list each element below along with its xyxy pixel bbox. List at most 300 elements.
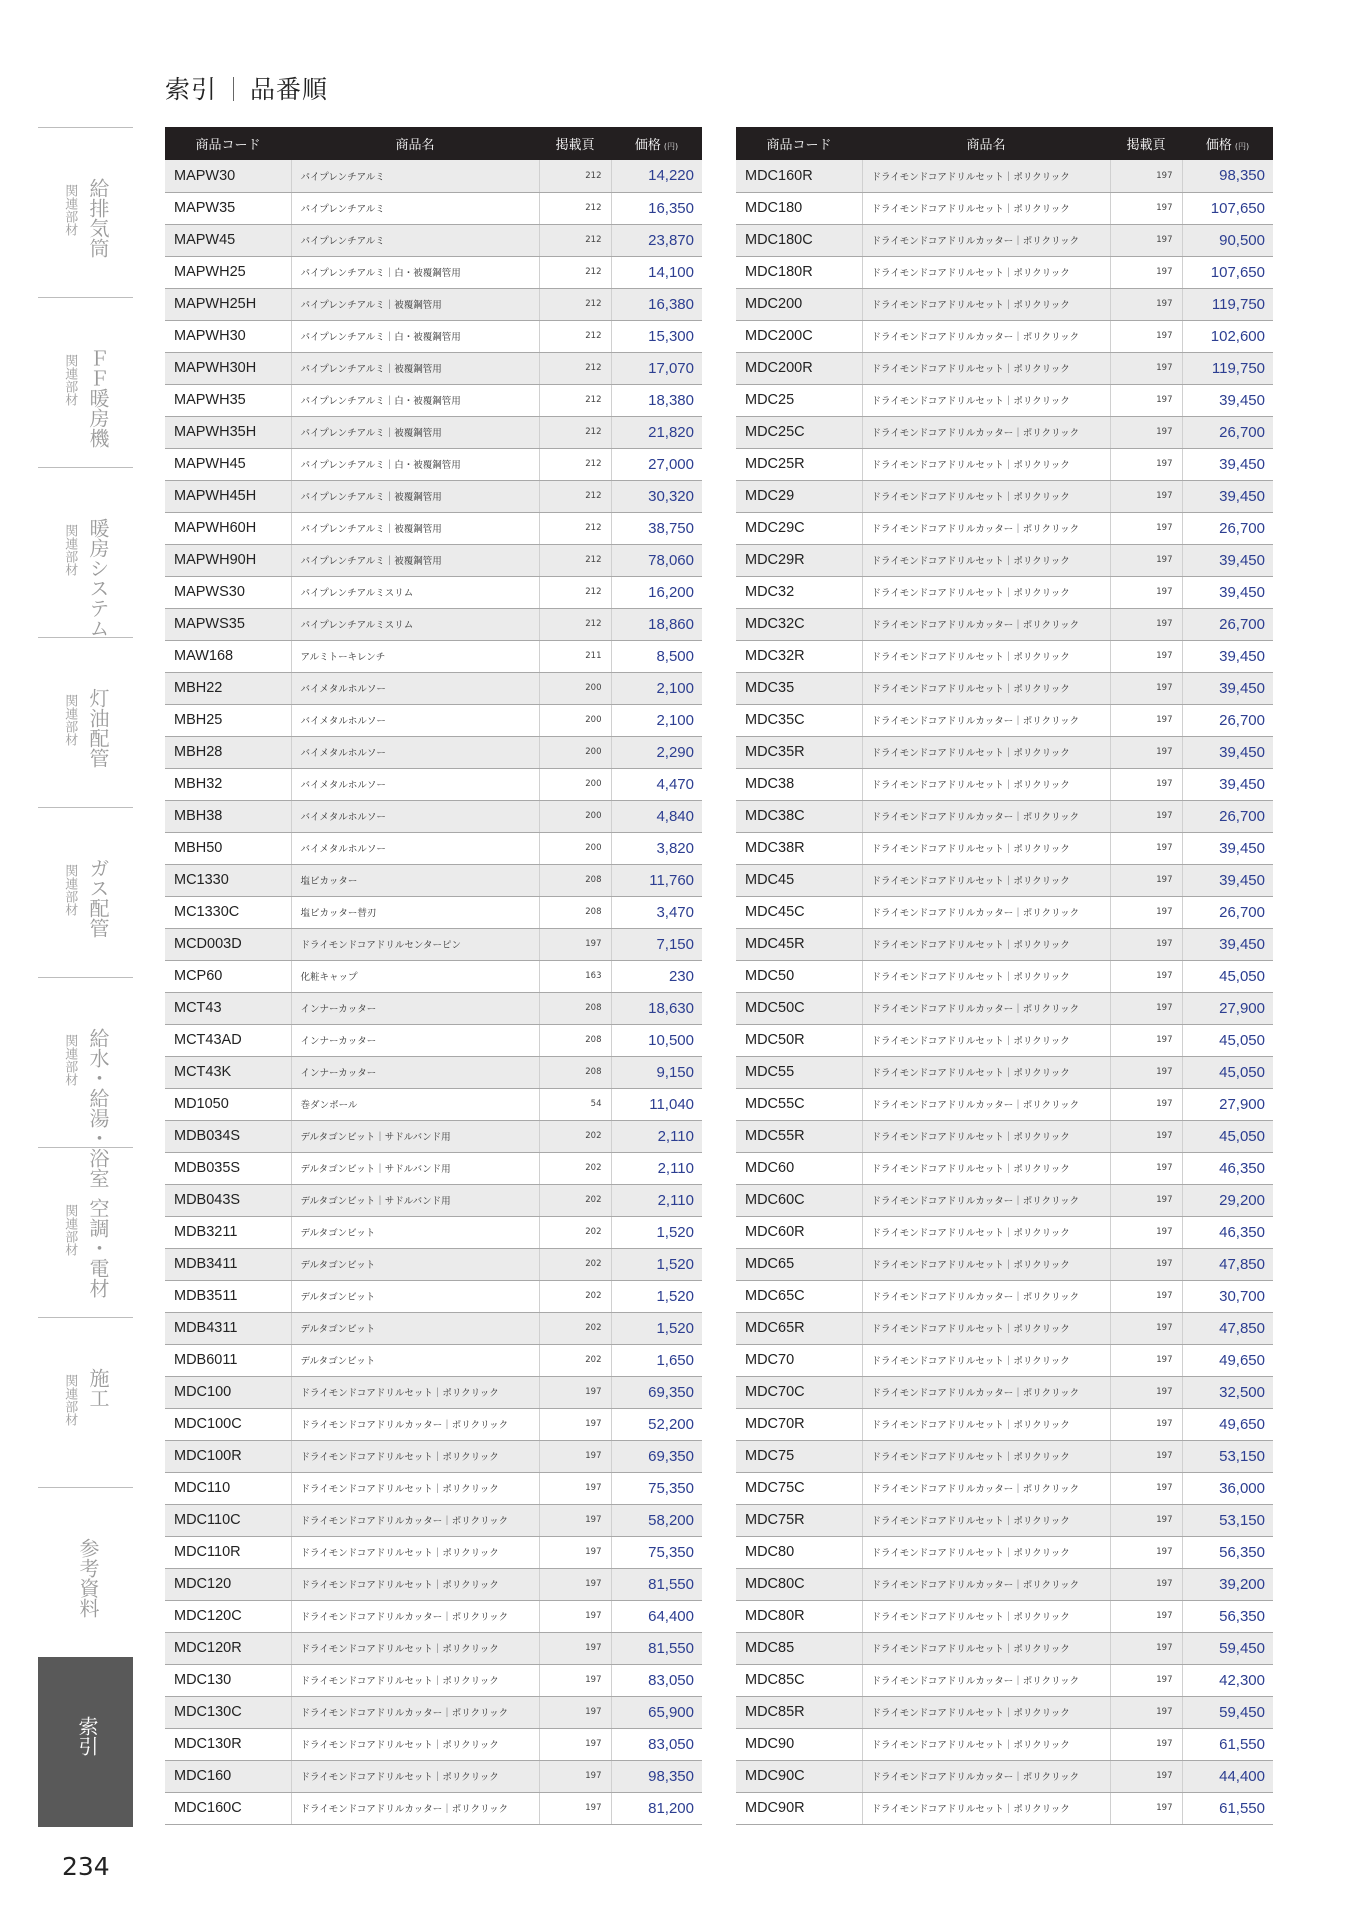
page-ref: 197 (539, 1728, 611, 1760)
table-row (165, 1760, 702, 1792)
product-code: MDC100 (165, 1376, 291, 1408)
product-code: MAPWH60H (165, 512, 291, 544)
product-code: MDC120C (165, 1600, 291, 1632)
page-ref: 200 (539, 800, 611, 832)
product-name: ドライモンドコアドリルセット｜ポリクリック (862, 448, 1110, 480)
page-ref: 197 (1110, 320, 1182, 352)
product-name: ドライモンドコアドリルカッター｜ポリクリック (862, 1568, 1110, 1600)
page-ref: 197 (1110, 1760, 1182, 1792)
product-name: デルタゴンビット｜サドルバンド用 (291, 1120, 539, 1152)
product-name: パイプレンチアルミ｜被覆鋼管用 (291, 352, 539, 384)
page-ref: 197 (1110, 864, 1182, 896)
page-ref: 212 (539, 256, 611, 288)
price: 56,350 (1182, 1600, 1273, 1632)
page-ref: 202 (539, 1120, 611, 1152)
product-code: MDC85C (736, 1664, 862, 1696)
product-code: MDC200C (736, 320, 862, 352)
price: 17,070 (611, 352, 702, 384)
page-ref: 212 (539, 384, 611, 416)
price: 83,050 (611, 1728, 702, 1760)
product-name: パイプレンチアルミ｜白・被覆鋼管用 (291, 320, 539, 352)
page-ref: 197 (1110, 288, 1182, 320)
product-code: MAPWH30H (165, 352, 291, 384)
price: 81,550 (611, 1568, 702, 1600)
product-name: インナーカッター (291, 992, 539, 1024)
page-ref: 197 (539, 1568, 611, 1600)
table-row (736, 384, 1273, 416)
page-ref: 197 (1110, 768, 1182, 800)
product-code: MAPWH35H (165, 416, 291, 448)
price: 2,110 (611, 1120, 702, 1152)
sidebar-section[interactable] (38, 1147, 133, 1317)
page-ref: 197 (1110, 928, 1182, 960)
price: 61,550 (1182, 1728, 1273, 1760)
product-name: バイメタルホルソー (291, 832, 539, 864)
table-row (736, 1216, 1273, 1248)
product-code: MDC32 (736, 576, 862, 608)
product-code: MDC50C (736, 992, 862, 1024)
page-ref: 208 (539, 1056, 611, 1088)
price: 98,350 (611, 1760, 702, 1792)
price: 52,200 (611, 1408, 702, 1440)
product-name: ドライモンドコアドリルセット｜ポリクリック (862, 1440, 1110, 1472)
product-name: ドライモンドコアドリルセット｜ポリクリック (862, 864, 1110, 896)
table-row (736, 704, 1273, 736)
table-row (165, 1120, 702, 1152)
table-row (736, 960, 1273, 992)
price: 36,000 (1182, 1472, 1273, 1504)
product-code: MDC60R (736, 1216, 862, 1248)
page-ref: 197 (1110, 1440, 1182, 1472)
price: 26,700 (1182, 896, 1273, 928)
price: 15,300 (611, 320, 702, 352)
product-code: MAPWH45 (165, 448, 291, 480)
sidebar-section[interactable] (38, 1487, 133, 1657)
table-row (165, 192, 702, 224)
product-name: ドライモンドコアドリルカッター｜ポリクリック (862, 1472, 1110, 1504)
product-name: ドライモンドコアドリルセット｜ポリクリック (862, 160, 1110, 192)
header-price (611, 127, 702, 160)
price: 26,700 (1182, 800, 1273, 832)
product-code: MDC90R (736, 1792, 862, 1824)
table-row (165, 704, 702, 736)
table-row (736, 800, 1273, 832)
page-title-main: 索引 (165, 75, 218, 104)
product-name: インナーカッター (291, 1024, 539, 1056)
price: 69,350 (611, 1376, 702, 1408)
table-row (165, 768, 702, 800)
table-row (165, 448, 702, 480)
page-ref: 197 (1110, 1664, 1182, 1696)
product-code: MCP60 (165, 960, 291, 992)
table-row (736, 1760, 1273, 1792)
product-code: MDC180R (736, 256, 862, 288)
page-ref: 197 (1110, 1472, 1182, 1504)
price: 39,450 (1182, 480, 1273, 512)
price: 119,750 (1182, 288, 1273, 320)
product-code: MDC32R (736, 640, 862, 672)
price: 16,200 (611, 576, 702, 608)
price: 44,400 (1182, 1760, 1273, 1792)
product-code: MDC50R (736, 1024, 862, 1056)
page-ref: 197 (1110, 576, 1182, 608)
table-row (165, 544, 702, 576)
product-code: MBH28 (165, 736, 291, 768)
page-ref: 197 (1110, 1152, 1182, 1184)
table-row (165, 1184, 702, 1216)
price: 107,650 (1182, 256, 1273, 288)
price: 90,500 (1182, 224, 1273, 256)
product-code: MCT43 (165, 992, 291, 1024)
page-ref: 197 (539, 1536, 611, 1568)
table-row (165, 896, 702, 928)
product-name: ドライモンドコアドリルセット｜ポリクリック (862, 1056, 1110, 1088)
product-code: MAPWS35 (165, 608, 291, 640)
price: 1,520 (611, 1248, 702, 1280)
price: 39,450 (1182, 448, 1273, 480)
price: 39,450 (1182, 384, 1273, 416)
price: 81,200 (611, 1792, 702, 1824)
product-code: MDC25C (736, 416, 862, 448)
table-row (165, 640, 702, 672)
product-name: ドライモンドコアドリルセット｜ポリクリック (862, 480, 1110, 512)
title-divider (233, 77, 234, 101)
product-code: MDC55R (736, 1120, 862, 1152)
product-code: MDC35C (736, 704, 862, 736)
price: 65,900 (611, 1696, 702, 1728)
product-name: ドライモンドコアドリルセット｜ポリクリック (291, 1632, 539, 1664)
sidebar-section[interactable] (38, 467, 133, 637)
product-name: 塩ビカッター替刃 (291, 896, 539, 928)
sidebar-section-title: 施工 (86, 1368, 110, 1408)
price: 14,220 (611, 160, 702, 192)
product-code: MDC45R (736, 928, 862, 960)
table-row (165, 1728, 702, 1760)
product-code: MDC25R (736, 448, 862, 480)
product-name: ドライモンドコアドリルセット｜ポリクリック (862, 1120, 1110, 1152)
table-row (736, 1024, 1273, 1056)
product-name: ドライモンドコアドリルセット｜ポリクリック (291, 1664, 539, 1696)
table-row (165, 576, 702, 608)
table-row (165, 1504, 702, 1536)
sidebar-section-subtitle: 関連部材 (62, 694, 78, 746)
page-ref: 197 (539, 1472, 611, 1504)
price: 9,150 (611, 1056, 702, 1088)
table-row (736, 1184, 1273, 1216)
page-ref: 197 (1110, 1728, 1182, 1760)
table-row (165, 512, 702, 544)
page-ref: 212 (539, 544, 611, 576)
header-price-label: 価格 (634, 138, 661, 153)
table-row (165, 1248, 702, 1280)
table-row (736, 928, 1273, 960)
sidebar-section[interactable] (38, 1657, 133, 1827)
table-row (736, 1600, 1273, 1632)
price: 21,820 (611, 416, 702, 448)
product-name: インナーカッター (291, 1056, 539, 1088)
product-code: MDC38C (736, 800, 862, 832)
product-name: デルタゴンビット｜サドルバンド用 (291, 1184, 539, 1216)
price: 39,450 (1182, 768, 1273, 800)
table-row (736, 224, 1273, 256)
page-ref: 197 (1110, 960, 1182, 992)
product-name: パイプレンチアルミスリム (291, 576, 539, 608)
sidebar-section[interactable] (38, 297, 133, 467)
table-row (165, 1696, 702, 1728)
product-code: MDC160C (165, 1792, 291, 1824)
sidebar-section[interactable] (38, 127, 133, 297)
sidebar-section-subtitle: 関連部材 (62, 1204, 78, 1256)
product-name: ドライモンドコアドリルセット｜ポリクリック (862, 384, 1110, 416)
header-price-unit: (円) (663, 142, 679, 151)
product-code: MDB3411 (165, 1248, 291, 1280)
price: 53,150 (1182, 1440, 1273, 1472)
price: 39,450 (1182, 832, 1273, 864)
table-row (165, 256, 702, 288)
product-name: デルタゴンビット (291, 1280, 539, 1312)
product-name: パイプレンチアルミ｜被覆鋼管用 (291, 544, 539, 576)
page-ref: 54 (539, 1088, 611, 1120)
price: 3,470 (611, 896, 702, 928)
product-code: MDC29 (736, 480, 862, 512)
table-row (165, 1792, 702, 1824)
price: 49,650 (1182, 1344, 1273, 1376)
table-row (736, 1696, 1273, 1728)
product-name: ドライモンドコアドリルセット｜ポリクリック (862, 1792, 1110, 1824)
product-name: パイプレンチアルミ｜白・被覆鋼管用 (291, 384, 539, 416)
page-ref: 197 (1110, 1536, 1182, 1568)
table-row (736, 544, 1273, 576)
page-ref: 197 (1110, 1056, 1182, 1088)
table-row (165, 800, 702, 832)
product-code: MDC35 (736, 672, 862, 704)
page-ref: 197 (1110, 512, 1182, 544)
product-name: パイプレンチアルミ｜被覆鋼管用 (291, 480, 539, 512)
product-code: MDC70C (736, 1376, 862, 1408)
table-row (165, 928, 702, 960)
product-code: MDC75R (736, 1504, 862, 1536)
product-name: ドライモンドコアドリルセット｜ポリクリック (862, 1312, 1110, 1344)
price: 75,350 (611, 1536, 702, 1568)
page-ref: 197 (1110, 1568, 1182, 1600)
page-ref: 197 (1110, 992, 1182, 1024)
table-row (165, 1472, 702, 1504)
table-row (165, 960, 702, 992)
product-code: MDC29C (736, 512, 862, 544)
product-code: MBH25 (165, 704, 291, 736)
product-code: MDC80R (736, 1600, 862, 1632)
product-name: ドライモンドコアドリルセット｜ポリクリック (862, 640, 1110, 672)
product-name: ドライモンドコアドリルセット｜ポリクリック (862, 768, 1110, 800)
product-code: MAPW45 (165, 224, 291, 256)
price: 1,520 (611, 1216, 702, 1248)
product-code: MDC65C (736, 1280, 862, 1312)
product-name: ドライモンドコアドリルセット｜ポリクリック (862, 1504, 1110, 1536)
product-code: MAPW30 (165, 160, 291, 192)
price: 45,050 (1182, 1056, 1273, 1088)
product-name: ドライモンドコアドリルカッター｜ポリクリック (862, 224, 1110, 256)
price: 58,200 (611, 1504, 702, 1536)
product-code: MDC180 (736, 192, 862, 224)
price: 45,050 (1182, 1024, 1273, 1056)
price: 27,900 (1182, 992, 1273, 1024)
table-row (736, 992, 1273, 1024)
price: 59,450 (1182, 1696, 1273, 1728)
header-price-unit: (円) (1234, 142, 1250, 151)
table-row (736, 1632, 1273, 1664)
product-code: MDC200 (736, 288, 862, 320)
page-ref: 212 (539, 512, 611, 544)
product-code: MCD003D (165, 928, 291, 960)
product-code: MDC75C (736, 1472, 862, 1504)
page-ref: 197 (1110, 640, 1182, 672)
product-code: MDB6011 (165, 1344, 291, 1376)
price: 18,860 (611, 608, 702, 640)
table-row (736, 608, 1273, 640)
table-row (165, 608, 702, 640)
product-code: MDC100R (165, 1440, 291, 1472)
price: 18,380 (611, 384, 702, 416)
price: 46,350 (1182, 1216, 1273, 1248)
header-price (1182, 127, 1273, 160)
table-row (165, 1056, 702, 1088)
price: 39,450 (1182, 576, 1273, 608)
price: 2,110 (611, 1184, 702, 1216)
product-name: バイメタルホルソー (291, 768, 539, 800)
product-name: ドライモンドコアドリルカッター｜ポリクリック (862, 1664, 1110, 1696)
product-name: ドライモンドコアドリルカッター｜ポリクリック (862, 1760, 1110, 1792)
table-row (736, 1120, 1273, 1152)
product-code: MDC38R (736, 832, 862, 864)
page-ref: 197 (1110, 352, 1182, 384)
product-name: デルタゴンビット (291, 1312, 539, 1344)
product-code: MDC80 (736, 1536, 862, 1568)
price: 27,900 (1182, 1088, 1273, 1120)
page-ref: 200 (539, 736, 611, 768)
table-row (165, 288, 702, 320)
product-name: パイプレンチアルミ｜被覆鋼管用 (291, 512, 539, 544)
table-row (165, 672, 702, 704)
page-ref: 197 (1110, 1024, 1182, 1056)
page-ref: 163 (539, 960, 611, 992)
price: 78,060 (611, 544, 702, 576)
product-name: ドライモンドコアドリルセット｜ポリクリック (862, 1536, 1110, 1568)
price: 4,470 (611, 768, 702, 800)
price: 45,050 (1182, 1120, 1273, 1152)
sidebar-section[interactable] (38, 637, 133, 807)
product-name: ドライモンドコアドリルセット｜ポリクリック (862, 544, 1110, 576)
product-name: ドライモンドコアドリルセット｜ポリクリック (862, 928, 1110, 960)
page-ref: 197 (539, 1760, 611, 1792)
product-code: MCT43AD (165, 1024, 291, 1056)
sidebar-section-title: ＦＦ暖房機 (86, 348, 110, 448)
product-code: MDC60C (736, 1184, 862, 1216)
page-ref: 200 (539, 832, 611, 864)
product-code: MCT43K (165, 1056, 291, 1088)
price: 49,650 (1182, 1408, 1273, 1440)
product-code: MAPW35 (165, 192, 291, 224)
table-row (165, 416, 702, 448)
table-row (736, 896, 1273, 928)
table-row (736, 672, 1273, 704)
product-name: ドライモンドコアドリルカッター｜ポリクリック (862, 1184, 1110, 1216)
table-row (165, 1024, 702, 1056)
page-ref: 200 (539, 704, 611, 736)
table-row (736, 1248, 1273, 1280)
page-ref: 212 (539, 320, 611, 352)
product-name: ドライモンドコアドリルカッター｜ポリクリック (862, 608, 1110, 640)
price: 26,700 (1182, 608, 1273, 640)
product-code: MAW168 (165, 640, 291, 672)
price: 39,450 (1182, 928, 1273, 960)
price: 42,300 (1182, 1664, 1273, 1696)
table-row (736, 256, 1273, 288)
product-name: パイプレンチアルミ｜白・被覆鋼管用 (291, 448, 539, 480)
table-row (736, 1056, 1273, 1088)
price: 61,550 (1182, 1792, 1273, 1824)
table-row (736, 160, 1273, 192)
page-ref: 197 (539, 1504, 611, 1536)
price: 39,450 (1182, 672, 1273, 704)
product-code: MDB043S (165, 1184, 291, 1216)
price: 119,750 (1182, 352, 1273, 384)
product-name: ドライモンドコアドリルセット｜ポリクリック (291, 1568, 539, 1600)
page-ref: 212 (539, 576, 611, 608)
price: 18,630 (611, 992, 702, 1024)
price: 102,600 (1182, 320, 1273, 352)
product-code: MDC180C (736, 224, 862, 256)
product-name: パイプレンチアルミ (291, 224, 539, 256)
page-ref: 212 (539, 224, 611, 256)
product-code: MBH50 (165, 832, 291, 864)
price: 64,400 (611, 1600, 702, 1632)
product-code: MDB035S (165, 1152, 291, 1184)
product-code: MAPWH45H (165, 480, 291, 512)
table-row (736, 192, 1273, 224)
price: 47,850 (1182, 1248, 1273, 1280)
sidebar-section-title: 給水・給湯・浴室 (86, 1028, 110, 1188)
product-name: ドライモンドコアドリルカッター｜ポリクリック (862, 992, 1110, 1024)
table-row (165, 1536, 702, 1568)
sidebar-section[interactable] (38, 1317, 133, 1487)
price: 2,110 (611, 1152, 702, 1184)
page-ref: 197 (539, 1600, 611, 1632)
sidebar-section-subtitle: 関連部材 (62, 354, 78, 406)
sidebar-section[interactable] (38, 977, 133, 1188)
price: 38,750 (611, 512, 702, 544)
price: 11,040 (611, 1088, 702, 1120)
header-code: 商品コード (165, 127, 291, 160)
product-name: ドライモンドコアドリルカッター｜ポリクリック (291, 1504, 539, 1536)
product-code: MDC85R (736, 1696, 862, 1728)
product-name: ドライモンドコアドリルカッター｜ポリクリック (862, 800, 1110, 832)
table-row (165, 1600, 702, 1632)
sidebar-section-title: 灯油配管 (86, 688, 110, 768)
sidebar-section[interactable] (38, 807, 133, 977)
page-ref: 202 (539, 1216, 611, 1248)
sidebar-section-title: 参考資料 (76, 1538, 100, 1618)
table-row (165, 352, 702, 384)
product-name: ドライモンドコアドリルカッター｜ポリクリック (862, 416, 1110, 448)
table-row (736, 1312, 1273, 1344)
price: 2,290 (611, 736, 702, 768)
product-name: ドライモンドコアドリルカッター｜ポリクリック (291, 1696, 539, 1728)
product-code: MDB034S (165, 1120, 291, 1152)
table-row (165, 992, 702, 1024)
sidebar-section-subtitle: 関連部材 (62, 1374, 78, 1426)
product-code: MDC60 (736, 1152, 862, 1184)
table-row (736, 1344, 1273, 1376)
